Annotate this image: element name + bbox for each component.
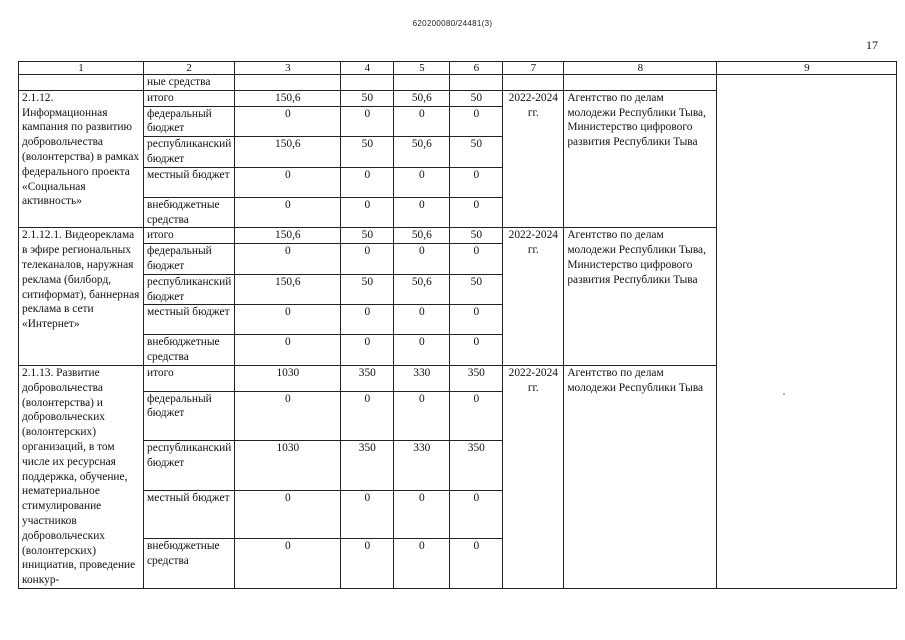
amount-cell: 0 (341, 305, 394, 335)
funding-source-cell: федеральный бюджет (144, 106, 235, 137)
amount-cell: 0 (394, 539, 450, 589)
amount-cell: 0 (394, 167, 450, 197)
amount-cell: 0 (341, 490, 394, 539)
amount-cell: 50,6 (394, 137, 450, 168)
responsible-cell (564, 75, 717, 91)
amount-cell: 50,6 (394, 274, 450, 305)
amount-cell: 0 (394, 305, 450, 335)
amount-cell: 0 (450, 335, 503, 366)
amount-cell: 0 (450, 244, 503, 275)
funding-source-cell: итого (144, 365, 235, 391)
funding-source-cell: федеральный бюджет (144, 244, 235, 275)
funding-source-cell: итого (144, 228, 235, 244)
funding-source-cell: республиканский бюджет (144, 274, 235, 305)
amount-cell: 1030 (235, 441, 341, 491)
funding-source-cell: итого (144, 90, 235, 106)
amount-cell: 50,6 (394, 90, 450, 106)
amount-cell: 0 (341, 391, 394, 441)
amount-cell: 150,6 (235, 137, 341, 168)
amount-cell: 0 (235, 335, 341, 366)
column-number: 1 (19, 62, 144, 75)
document-id: 620200080/24481(3) (412, 19, 493, 28)
page-number: 17 (866, 38, 878, 52)
amount-cell: 50 (341, 137, 394, 168)
budget-table (18, 61, 897, 589)
amount-cell: 330 (394, 441, 450, 491)
amount-cell: 0 (394, 335, 450, 366)
amount-cell: 50 (450, 137, 503, 168)
amount-cell: 350 (450, 441, 503, 491)
column-number: 3 (235, 62, 341, 75)
amount-cell: 350 (341, 365, 394, 391)
amount-cell: 0 (341, 244, 394, 275)
measure-name-cell: 2.1.12. Информационная кампания по развитию добровольчества (волонтерства) в рамках федерального проекта «Социальная активность» (19, 90, 144, 228)
measure-name-cell: 2.1.12.1. Видеореклама в эфире региональных телеканалов, наружная реклама (билборд, ситиформат), баннерная реклама в сети «Интернет» (19, 228, 144, 366)
column-9-cell (717, 75, 897, 589)
responsible-agency-cell: Агентство по делам молодежи Республики Тыва, Министерство цифрового развития Республики Тыва (564, 90, 717, 228)
amount-cell: 0 (341, 539, 394, 589)
column-number: 8 (564, 62, 717, 75)
amount-cell: 330 (394, 365, 450, 391)
amount-cell: 0 (450, 167, 503, 197)
amount-cell: 150,6 (235, 228, 341, 244)
amount-cell: 0 (394, 106, 450, 137)
carryover-row (19, 75, 897, 91)
column-number: 5 (394, 62, 450, 75)
amount-cell: 50 (341, 228, 394, 244)
column-number: 4 (341, 62, 394, 75)
scan-speck (783, 393, 785, 395)
amount-cell: 1030 (235, 365, 341, 391)
value-cell (394, 75, 450, 91)
funding-source-cell: республиканский бюджет (144, 441, 235, 491)
amount-cell: 50 (341, 274, 394, 305)
value-cell (341, 75, 394, 91)
period-cell (503, 75, 564, 91)
funding-source-cell: внебюджетные средства (144, 539, 235, 589)
column-number: 6 (450, 62, 503, 75)
responsible-agency-cell: Агентство по делам молодежи Республики Тыва, Министерство цифрового развития Республики Тыва (564, 228, 717, 366)
amount-cell: 0 (394, 197, 450, 228)
amount-cell: 0 (450, 539, 503, 589)
amount-cell: 0 (235, 539, 341, 589)
amount-cell: 50,6 (394, 228, 450, 244)
amount-cell: 0 (341, 197, 394, 228)
funding-source-cell: местный бюджет (144, 305, 235, 335)
column-number: 2 (144, 62, 235, 75)
amount-cell: 0 (235, 106, 341, 137)
amount-cell: 0 (394, 391, 450, 441)
amount-cell: 0 (450, 391, 503, 441)
amount-cell: 150,6 (235, 274, 341, 305)
value-cell (235, 75, 341, 91)
amount-cell: 50 (341, 90, 394, 106)
amount-cell: 0 (394, 244, 450, 275)
funding-source-cell: местный бюджет (144, 490, 235, 539)
amount-cell: 50 (450, 90, 503, 106)
column-number: 9 (717, 62, 897, 75)
amount-cell: 0 (235, 305, 341, 335)
amount-cell: 0 (341, 335, 394, 366)
responsible-agency-cell: Агентство по делам молодежи Республики Тыва (564, 365, 717, 588)
amount-cell: 0 (235, 490, 341, 539)
amount-cell: 0 (450, 305, 503, 335)
name-cell (19, 75, 144, 91)
amount-cell: 0 (450, 197, 503, 228)
amount-cell: 0 (450, 106, 503, 137)
amount-cell: 350 (450, 365, 503, 391)
period-cell: 2022-2024 гг. (503, 90, 564, 228)
amount-cell: 50 (450, 274, 503, 305)
value-cell (450, 75, 503, 91)
funding-source-cell: внебюджетные средства (144, 197, 235, 228)
amount-cell: 0 (235, 244, 341, 275)
column-number-row (19, 62, 897, 75)
amount-cell: 0 (341, 167, 394, 197)
amount-cell: 0 (394, 490, 450, 539)
funding-source-cell: внебюджетные средства (144, 335, 235, 366)
measure-name-cell: 2.1.13. Развитие добровольчества (волонтерства) и добровольческих (волонтерских) организаций, в том числе их ресурсная поддержка, обучение, нематериальное стимулирование участников добровольческих (волонтерских) инициатив, проведение конкур- (19, 365, 144, 588)
amount-cell: 0 (450, 490, 503, 539)
amount-cell: 350 (341, 441, 394, 491)
amount-cell: 0 (341, 106, 394, 137)
amount-cell: 0 (235, 167, 341, 197)
amount-cell: 0 (235, 197, 341, 228)
column-number: 7 (503, 62, 564, 75)
amount-cell: 0 (235, 391, 341, 441)
period-cell: 2022-2024 гг. (503, 365, 564, 588)
funding-source-cell: местный бюджет (144, 167, 235, 197)
amount-cell: 50 (450, 228, 503, 244)
funding-source-cell: республиканский бюджет (144, 137, 235, 168)
funding-source-cell: федеральный бюджет (144, 391, 235, 441)
period-cell: 2022-2024 гг. (503, 228, 564, 366)
category-cell: ные средства (144, 75, 235, 91)
amount-cell: 150,6 (235, 90, 341, 106)
